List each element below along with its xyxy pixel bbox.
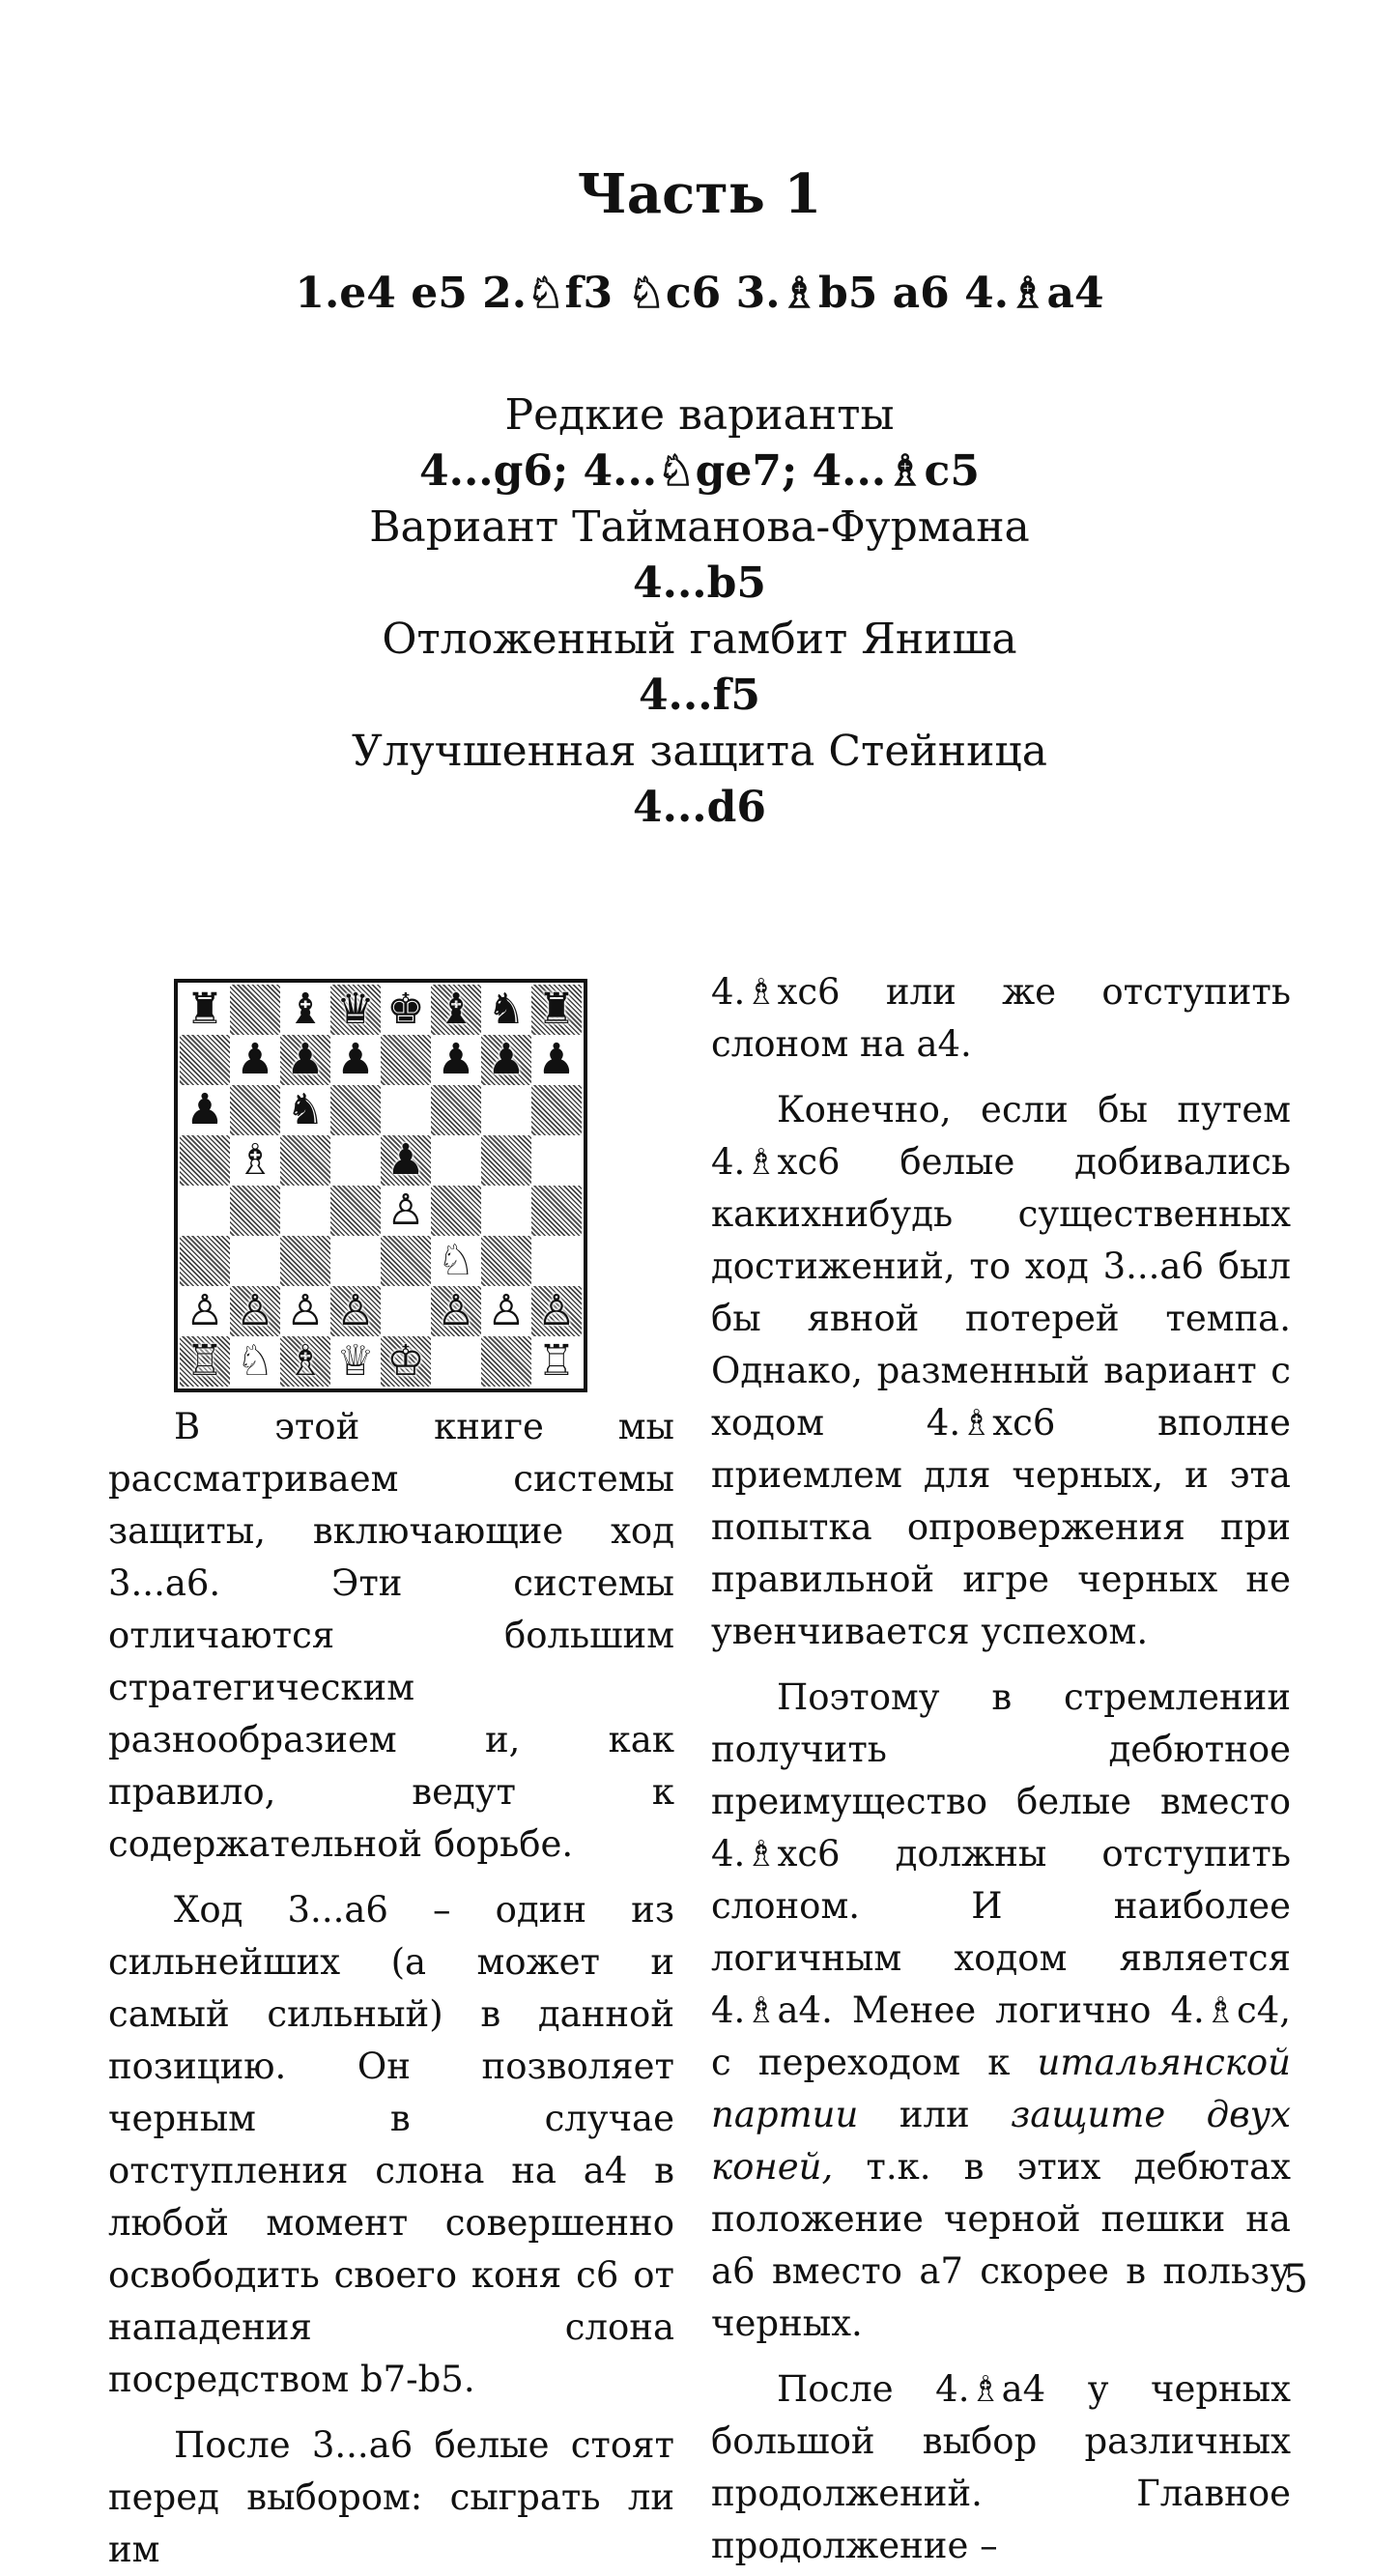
square-g4 — [481, 1186, 531, 1236]
chess-piece: ♖ — [186, 1336, 224, 1386]
chess-piece: ♞ — [487, 985, 526, 1034]
square-f4 — [431, 1186, 481, 1236]
chess-piece: ♛ — [336, 985, 375, 1034]
left-column — [108, 1401, 674, 2576]
square-e8 — [381, 985, 431, 1035]
paragraph: 4.♗xc6 или же отступить слоном на а4. — [711, 971, 1291, 1065]
chess-piece: ♙ — [537, 1286, 576, 1335]
square-a1 — [180, 1336, 230, 1387]
square-f5 — [431, 1135, 481, 1186]
section-moves-steinitz: 4...d6 — [633, 783, 766, 832]
chess-piece: ♟ — [336, 1035, 375, 1084]
square-b5 — [230, 1135, 280, 1186]
paragraph: Ход 3...а6 – один из сильнейших (а может и самый сильный) в данной позицию. Он позволяет черным в случае отступления слона на а4 в любой момент совершенно освободить своего коня с6 от нападения слона посредством b7-b5. — [108, 1889, 674, 2400]
section-moves-rare: 4...g6; 4...♘ge7; 4...♗c5 — [419, 446, 980, 496]
chess-piece: ♝ — [437, 985, 475, 1034]
chess-piece: ♘ — [437, 1236, 475, 1285]
page-number: 5 — [1283, 2257, 1308, 2302]
square-a4 — [180, 1186, 230, 1236]
square-d5 — [330, 1135, 381, 1186]
chess-piece: ♜ — [186, 985, 224, 1034]
text-run: или — [899, 2094, 970, 2135]
chess-piece: ♟ — [437, 1035, 475, 1084]
square-e4 — [381, 1186, 431, 1236]
square-c2 — [280, 1286, 330, 1336]
section-moves-taimanov: 4...b5 — [633, 558, 766, 608]
square-g6 — [481, 1085, 531, 1135]
square-d4 — [330, 1186, 381, 1236]
square-b7 — [230, 1035, 280, 1085]
square-c5 — [280, 1135, 330, 1186]
chess-board — [180, 985, 582, 1387]
square-e1 — [381, 1336, 431, 1387]
chess-piece: ♟ — [186, 1085, 224, 1134]
chess-piece: ♟ — [236, 1035, 274, 1084]
chess-piece: ♘ — [236, 1336, 274, 1386]
square-e3 — [381, 1236, 431, 1286]
chess-piece: ♜ — [537, 985, 576, 1034]
chess-piece: ♗ — [236, 1135, 274, 1185]
chess-piece: ♟ — [386, 1135, 425, 1185]
paragraph: После 4.♗a4 у черных большой выбор различных продолжений. Главное продолжение – — [711, 2368, 1291, 2566]
square-h1 — [531, 1336, 582, 1387]
chess-piece: ♟ — [537, 1035, 576, 1084]
square-g7 — [481, 1035, 531, 1085]
square-d3 — [330, 1236, 381, 1286]
square-e6 — [381, 1085, 431, 1135]
paragraph — [711, 1672, 1291, 2350]
square-f8 — [431, 985, 481, 1035]
square-h4 — [531, 1186, 582, 1236]
square-d6 — [330, 1085, 381, 1135]
square-h8 — [531, 985, 582, 1035]
square-f1 — [431, 1336, 481, 1387]
italic-term: итальянской партии — [711, 2042, 1291, 2135]
square-a5 — [180, 1135, 230, 1186]
chess-piece: ♙ — [286, 1286, 325, 1335]
square-c7 — [280, 1035, 330, 1085]
section-label-taimanov: Вариант Тайманова-Фурмана — [369, 502, 1030, 552]
chess-piece: ♙ — [336, 1286, 375, 1335]
chess-piece: ♝ — [286, 985, 325, 1034]
section-label-rare: Редкие варианты — [504, 390, 895, 440]
chess-piece: ♔ — [386, 1336, 425, 1386]
square-d7 — [330, 1035, 381, 1085]
square-f6 — [431, 1085, 481, 1135]
square-a6 — [180, 1085, 230, 1135]
square-c4 — [280, 1186, 330, 1236]
square-d1 — [330, 1336, 381, 1387]
right-column — [711, 966, 1291, 2572]
chess-piece: ♕ — [336, 1336, 375, 1386]
chess-piece: ♙ — [487, 1286, 526, 1335]
square-f3 — [431, 1236, 481, 1286]
square-e2 — [381, 1286, 431, 1336]
square-h3 — [531, 1236, 582, 1286]
section-moves-janisch: 4...f5 — [638, 671, 761, 720]
part-title: Часть 1 — [577, 162, 822, 226]
chess-piece: ♗ — [286, 1336, 325, 1386]
chess-piece: ♟ — [286, 1035, 325, 1084]
chess-piece: ♞ — [286, 1085, 325, 1134]
square-c1 — [280, 1336, 330, 1387]
chess-piece: ♙ — [186, 1286, 224, 1335]
square-a3 — [180, 1236, 230, 1286]
square-f7 — [431, 1035, 481, 1085]
square-c8 — [280, 985, 330, 1035]
square-e7 — [381, 1035, 431, 1085]
paragraph: В этой книге мы рассматриваем системы защиты, включающие ход 3...а6. Эти системы отличаются большим стратегическим разнообразием и, как правило, ведут к содержательной борьбе. — [108, 1406, 674, 1865]
square-h2 — [531, 1286, 582, 1336]
text-run: Поэтому в стремлении получить дебютное преимущество белые вместо 4.♗xc6 должны отступить слоном. И наиболее логичным ходом является 4.♗a4. Менее логично 4.♗c4, с переходом к — [711, 1676, 1291, 2083]
chess-piece: ♚ — [386, 985, 425, 1034]
paragraph: Конечно, если бы путем 4.♗xc6 белые добивались какихнибудь существенных достижений, то ход 3...а6 был бы явной потерей темпа. Однако, разменный вариант с ходом 4.♗xc6 вполне приемлем для черных, и эта попытка опровержения при правильной игре черных не увенчивается успехом. — [711, 1089, 1291, 1652]
square-g2 — [481, 1286, 531, 1336]
square-b3 — [230, 1236, 280, 1286]
italic-term: защите двух коней, — [711, 2094, 1292, 2188]
square-g8 — [481, 985, 531, 1035]
paragraph: После 3...а6 белые стоят перед выбором: сыграть ли им — [108, 2424, 674, 2570]
square-g1 — [481, 1336, 531, 1387]
square-a8 — [180, 985, 230, 1035]
text-run: т.к. в этих дебютах положение черной пешки на а6 вместо а7 скорее в пользу черных. — [711, 2146, 1291, 2344]
square-d2 — [330, 1286, 381, 1336]
chess-piece: ♖ — [537, 1336, 576, 1386]
square-b1 — [230, 1336, 280, 1387]
chess-piece: ♟ — [487, 1035, 526, 1084]
square-h5 — [531, 1135, 582, 1186]
square-c3 — [280, 1236, 330, 1286]
chess-piece: ♙ — [437, 1286, 475, 1335]
square-b4 — [230, 1186, 280, 1236]
square-b2 — [230, 1286, 280, 1336]
square-h7 — [531, 1035, 582, 1085]
section-label-janisch: Отложенный гамбит Яниша — [382, 615, 1017, 664]
square-f2 — [431, 1286, 481, 1336]
square-b6 — [230, 1085, 280, 1135]
square-e5 — [381, 1135, 431, 1186]
square-c6 — [280, 1085, 330, 1135]
chess-piece: ♙ — [386, 1186, 425, 1235]
square-h6 — [531, 1085, 582, 1135]
section-label-steinitz: Улучшенная защита Стейница — [352, 727, 1047, 776]
square-g3 — [481, 1236, 531, 1286]
chess-diagram — [174, 979, 587, 1392]
square-a7 — [180, 1035, 230, 1085]
square-a2 — [180, 1286, 230, 1336]
square-b8 — [230, 985, 280, 1035]
square-g5 — [481, 1135, 531, 1186]
main-move-line: 1.e4 e5 2.♘f3 ♘c6 3.♗b5 a6 4.♗a4 — [295, 269, 1104, 318]
chess-piece: ♙ — [236, 1286, 274, 1335]
square-d8 — [330, 985, 381, 1035]
